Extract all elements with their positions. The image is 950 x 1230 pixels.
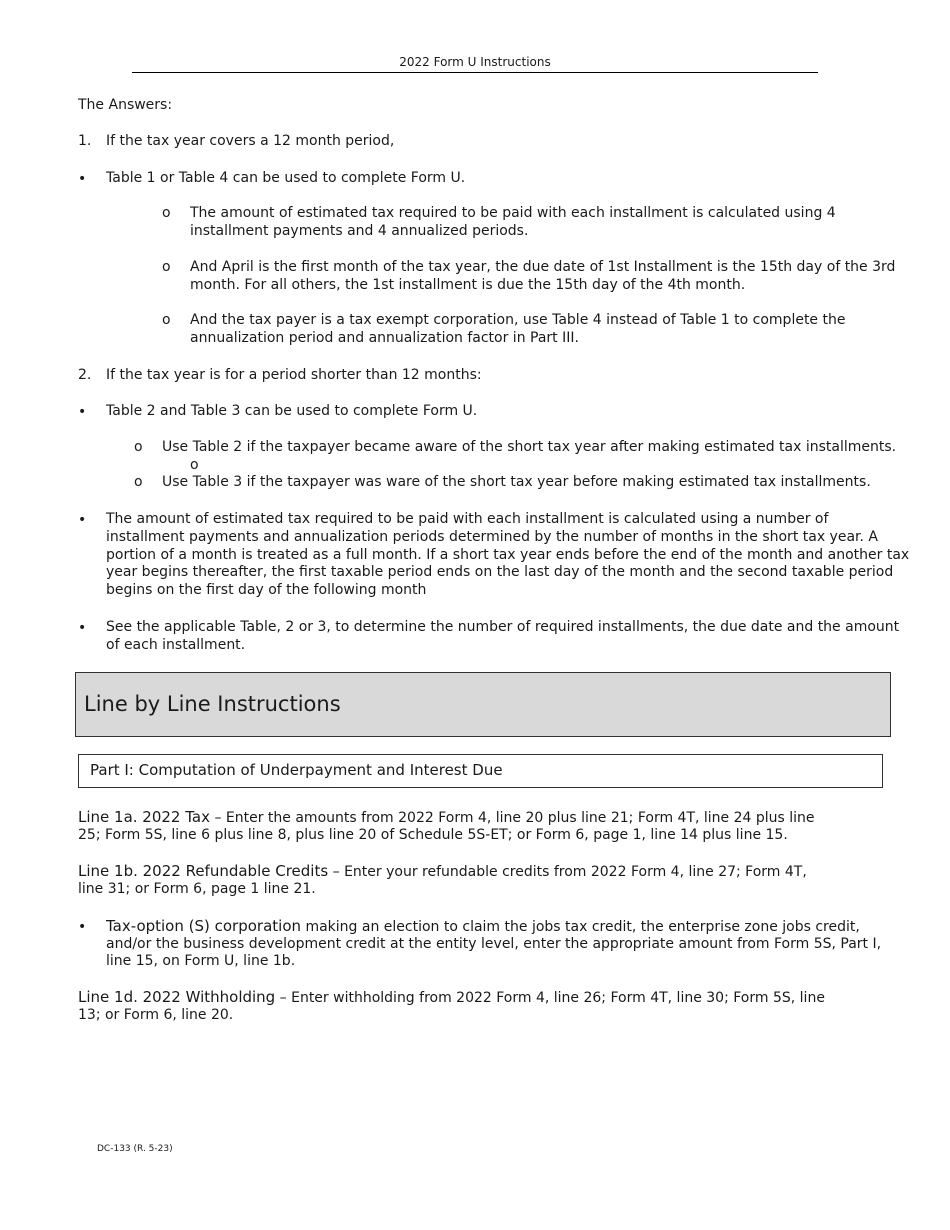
line-1a-lead: Line 1a. 2022 Tax bbox=[78, 808, 210, 826]
bullet-marker: • bbox=[78, 404, 87, 420]
paragraph-1-line-1: The amount of estimated tax required to be paid with each installment is calculated using a number of bbox=[106, 511, 829, 527]
item-1-number: 1. bbox=[78, 133, 92, 149]
bullet-marker: • bbox=[78, 512, 87, 528]
line-1d-lead: Line 1d. 2022 Withholding bbox=[78, 988, 276, 1006]
page-header-title: 2022 Form U Instructions bbox=[399, 55, 551, 69]
paragraph-1-line-3: portion of a month is treated as a full month. If a short tax year ends before the end of the month and another tax bbox=[106, 547, 910, 563]
item-1-sub-3-line-2: annualization period and annualization factor in Part III. bbox=[190, 330, 579, 346]
item-1-sub-1-line-2: installment payments and 4 annualized periods. bbox=[190, 223, 529, 239]
item-2-number: 2. bbox=[78, 367, 92, 383]
line-1b-second-line: line 31; or Form 6, page 1 line 21. bbox=[78, 881, 316, 897]
item-1-bullet: Table 1 or Table 4 can be used to complete Form U. bbox=[106, 170, 466, 186]
line-1b-text: – Enter your refundable credits from 2022 Form 4, line 27; Form 4T, bbox=[328, 864, 807, 880]
paragraph-2-line-1: See the applicable Table, 2 or 3, to determine the number of required installments, the due date and the amount bbox=[106, 619, 900, 635]
item-1-sub-2-line-2: month. For all others, the 1st installment is due the 15th day of the 4th month. bbox=[190, 277, 746, 293]
bullet-marker: • bbox=[78, 919, 87, 935]
line-1d-second-line: 13; or Form 6, line 20. bbox=[78, 1007, 234, 1023]
answers-heading: The Answers: bbox=[78, 97, 173, 113]
line-1b-first-line bbox=[78, 862, 807, 881]
header-rule bbox=[132, 72, 818, 73]
item-2-bullet: Table 2 and Table 3 can be used to complete Form U. bbox=[106, 403, 478, 419]
tax-option-first-line bbox=[106, 917, 860, 936]
sub-marker: o bbox=[162, 259, 171, 275]
sub-marker: o bbox=[134, 474, 143, 490]
sub-marker: o bbox=[162, 205, 171, 221]
tax-option-lead: Tax-option (S) corporation bbox=[106, 917, 302, 935]
part-heading-box bbox=[78, 754, 883, 788]
item-2-sub-1: Use Table 2 if the taxpayer became aware of the short tax year after making estimated tax installments. bbox=[162, 439, 897, 455]
item-2-sub-2: Use Table 3 if the taxpayer was ware of the short tax year before making estimated tax installments. bbox=[162, 474, 871, 490]
item-1-sub-2-line-1: And April is the first month of the tax year, the due date of 1st Installment is the 15th day of the 3rd bbox=[190, 259, 896, 275]
section-heading-box bbox=[75, 672, 891, 737]
stray-sub-marker: o bbox=[190, 457, 199, 473]
paragraph-1-line-2: installment payments and annualization periods determined by the number of months in the short tax year. A bbox=[106, 529, 878, 545]
part-title: Part I: Computation of Underpayment and Interest Due bbox=[90, 761, 503, 779]
paragraph-2-line-2: of each installment. bbox=[106, 637, 246, 653]
line-1d-text: – Enter withholding from 2022 Form 4, line 26; Form 4T, line 30; Form 5S, line bbox=[275, 990, 825, 1006]
tax-option-second-line: and/or the business development credit at the entity level, enter the appropriate amount from Form 5S, Part I, bbox=[106, 936, 882, 952]
item-1-text: If the tax year covers a 12 month period, bbox=[106, 133, 395, 149]
line-1a-first-line bbox=[78, 808, 815, 827]
sub-marker: o bbox=[162, 312, 171, 328]
item-2-text: If the tax year is for a period shorter than 12 months: bbox=[106, 367, 482, 383]
line-1b-lead: Line 1b. 2022 Refundable Credits bbox=[78, 862, 329, 880]
tax-option-text: making an election to claim the jobs tax credit, the enterprise zone jobs credit, bbox=[301, 919, 860, 935]
section-title: Line by Line Instructions bbox=[84, 692, 341, 716]
form-code-footer: DC-133 (R. 5-23) bbox=[97, 1144, 173, 1154]
item-1-sub-1-line-1: The amount of estimated tax required to be paid with each installment is calculated using 4 bbox=[190, 205, 836, 221]
paragraph-1-line-4: year begins thereafter, the first taxable period ends on the last day of the month and the second taxable period bbox=[106, 564, 894, 580]
item-1-sub-3-line-1: And the tax payer is a tax exempt corporation, use Table 4 instead of Table 1 to complete the bbox=[190, 312, 846, 328]
paragraph-1-line-5: begins on the first day of the following month bbox=[106, 582, 427, 598]
line-1a-second-line: 25; Form 5S, line 6 plus line 8, plus line 20 of Schedule 5S-ET; or Form 6, page 1, line 14 plus line 15. bbox=[78, 827, 788, 843]
bullet-marker: • bbox=[78, 171, 87, 187]
line-1d-first-line bbox=[78, 988, 825, 1007]
line-1a-text: – Enter the amounts from 2022 Form 4, line 20 plus line 21; Form 4T, line 24 plus line bbox=[210, 810, 815, 826]
bullet-marker: • bbox=[78, 620, 87, 636]
tax-option-third-line: line 15, on Form U, line 1b. bbox=[106, 953, 296, 969]
sub-marker: o bbox=[134, 439, 143, 455]
